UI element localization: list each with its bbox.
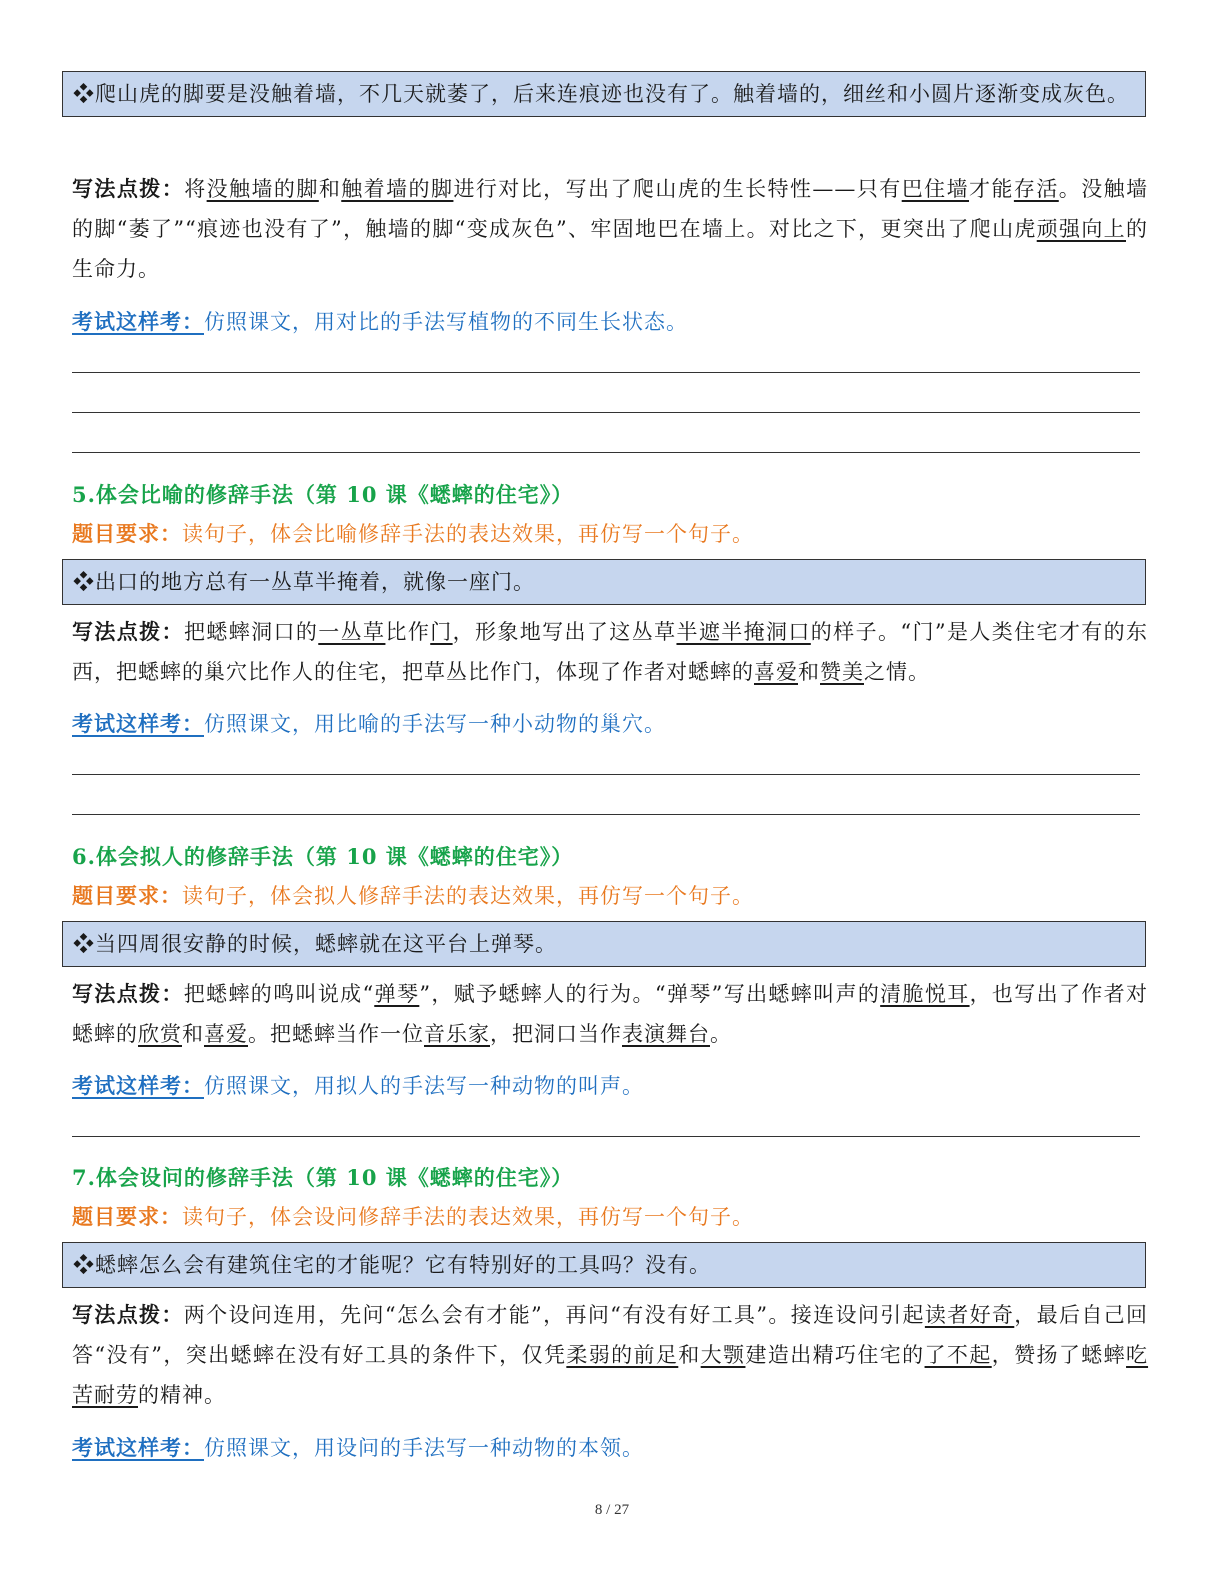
example-sentence-box	[62, 71, 1146, 117]
writing-analysis	[72, 612, 1148, 692]
analysis-segment: ”，赋予蟋蟀人的行为。“弹琴”写出蟋蟀叫声的	[419, 982, 881, 1006]
analysis-segment: 的精神。	[138, 1383, 226, 1407]
analysis-text	[72, 982, 1148, 1046]
analysis-segment: 。把蟋蟀当作一位	[248, 1022, 424, 1046]
example-sentence: ❖当四周很安静的时候，蟋蟀就在这平台上弹琴。	[73, 932, 557, 956]
example-sentence-box	[62, 1242, 1146, 1288]
analysis-text	[72, 1303, 1148, 1407]
example-sentence: ❖出口的地方总有一丛草半掩着，就像一座门。	[73, 570, 535, 594]
key-phrase: 柔弱的前足	[566, 1343, 679, 1367]
key-phrase: 一丛草	[318, 620, 386, 644]
requirement-label: 题目要求：	[72, 521, 182, 546]
analysis-label: 写法点拨：	[72, 619, 184, 644]
exam-label: 考试这样考：	[72, 309, 204, 334]
example-sentence: ❖蟋蟀怎么会有建筑住宅的才能呢？它有特别好的工具吗？没有。	[73, 1253, 711, 1277]
key-phrase: 顽强向上	[1036, 217, 1126, 241]
requirement	[72, 519, 754, 549]
analysis-segment: 和	[318, 177, 342, 201]
analysis-segment: ，把洞口当作	[490, 1022, 622, 1046]
exam-prompt	[72, 1071, 1148, 1101]
key-phrase: 赞美	[820, 660, 864, 684]
exam-text: 仿照课文，用比喻的手法写一种小动物的巢穴。	[204, 712, 666, 736]
writing-analysis	[72, 1295, 1148, 1415]
section-title: 5.体会比喻的修辞手法（第 10 课《蟋蟀的住宅》）	[72, 482, 574, 507]
answer-line[interactable]	[72, 814, 1140, 815]
requirement-text: 读句子，体会比喻修辞手法的表达效果，再仿写一个句子。	[182, 522, 754, 546]
key-phrase: 存活	[1013, 177, 1059, 201]
analysis-segment: 和	[182, 1022, 204, 1046]
analysis-segment: 进行对比，写出了爬山虎的生长特性——只有	[453, 177, 902, 201]
key-phrase: 喜爱	[754, 660, 798, 684]
key-phrase: 半遮半掩洞口	[676, 620, 811, 644]
answer-line[interactable]	[72, 774, 1140, 775]
example-sentence-box	[62, 921, 1146, 967]
requirement-text: 读句子，体会拟人修辞手法的表达效果，再仿写一个句子。	[182, 884, 754, 908]
requirement-label: 题目要求：	[72, 1204, 182, 1229]
analysis-segment: 两个设问连用，先问“怎么会有才能”，再问“有没有好工具”。接连设问引起	[183, 1303, 925, 1327]
analysis-segment: 。没触墙的脚“萎了”“痕迹也没有了”，触墙的脚“变成灰色”、牢固地巴在墙上。对比之下，更突出了爬山虎	[72, 177, 1149, 241]
analysis-label: 写法点拨：	[72, 176, 185, 201]
exam-prompt	[72, 709, 1148, 739]
requirement-text: 读句子，体会设问修辞手法的表达效果，再仿写一个句子。	[182, 1205, 754, 1229]
exam-text: 仿照课文，用拟人的手法写一种动物的叫声。	[204, 1074, 644, 1098]
answer-line[interactable]	[72, 452, 1140, 453]
analysis-segment: ，形象地写出了这丛草	[452, 620, 677, 644]
key-phrase: 巴住墙	[901, 177, 970, 201]
key-phrase: 表演舞台	[622, 1022, 710, 1046]
analysis-segment: 的样子。“门”是人类住宅才有的东西，把蟋蟀的巢穴比作人的住宅，把草丛比作门，体现了作者对蟋蟀的	[72, 620, 1149, 684]
page-number: 8 / 27	[594, 1502, 630, 1518]
writing-analysis	[72, 169, 1148, 289]
analysis-segment: ，最后自己回答“没有”，突出蟋蟀在没有好工具的条件下，仅凭	[72, 1303, 1149, 1367]
section-title: 6.体会拟人的修辞手法（第 10 课《蟋蟀的住宅》）	[72, 844, 574, 869]
analysis-segment: ，也写出了作者对蟋蟀的	[72, 982, 1148, 1046]
key-phrase: 读者好奇	[924, 1303, 1015, 1327]
exam-label: 考试这样考：	[72, 1073, 204, 1098]
analysis-segment: 建造出精巧住宅的	[745, 1343, 925, 1367]
analysis-text	[72, 177, 1148, 281]
exam-text: 仿照课文，用对比的手法写植物的不同生长状态。	[204, 310, 688, 334]
answer-line[interactable]	[72, 1136, 1140, 1137]
analysis-segment: 。	[710, 1022, 732, 1046]
exam-prompt	[72, 1433, 1148, 1463]
key-phrase: 门	[430, 620, 453, 644]
exam-label: 考试这样考：	[72, 711, 204, 736]
analysis-segment: 把蟋蟀的鸣叫说成“	[183, 982, 375, 1006]
answer-line[interactable]	[72, 412, 1140, 413]
analysis-label: 写法点拨：	[72, 1302, 184, 1327]
analysis-label: 写法点拨：	[72, 981, 184, 1006]
key-phrase: 喜爱	[204, 1022, 248, 1046]
answer-line[interactable]	[72, 372, 1140, 373]
section-title: 7.体会设问的修辞手法（第 10 课《蟋蟀的住宅》）	[72, 1165, 574, 1190]
key-phrase: 欣赏	[138, 1022, 182, 1046]
key-phrase: 清脆悦耳	[880, 982, 970, 1006]
example-sentence: ❖爬山虎的脚要是没触着墙，不几天就萎了，后来连痕迹也没有了。触着墙的，细丝和小圆片逐渐变成灰色。	[73, 82, 1129, 106]
analysis-segment: 才能	[969, 177, 1014, 201]
analysis-segment: 的生命力。	[72, 217, 1148, 281]
analysis-segment: 和	[798, 660, 820, 684]
exam-label: 考试这样考：	[72, 1435, 204, 1460]
key-phrase: 音乐家	[424, 1022, 490, 1046]
key-phrase: 没触墙的脚	[206, 177, 319, 201]
analysis-segment: 把蟋蟀洞口的	[183, 620, 319, 644]
example-sentence-box	[62, 559, 1146, 605]
analysis-segment: 比作	[385, 620, 431, 644]
analysis-segment: 将	[184, 177, 207, 201]
exam-prompt	[72, 307, 1148, 337]
analysis-segment: 和	[678, 1343, 701, 1367]
key-phrase: 了不起	[924, 1343, 992, 1367]
analysis-text	[72, 620, 1148, 684]
analysis-segment: 之情。	[864, 660, 930, 684]
requirement-label: 题目要求：	[72, 883, 182, 908]
key-phrase: 触着墙的脚	[341, 177, 454, 201]
key-phrase: 大颚	[700, 1343, 746, 1367]
requirement	[72, 881, 754, 911]
key-phrase: 弹琴	[374, 982, 420, 1006]
exam-text: 仿照课文，用设问的手法写一种动物的本领。	[204, 1436, 644, 1460]
writing-analysis	[72, 974, 1148, 1054]
analysis-segment: ，赞扬了蟋蟀	[991, 1343, 1127, 1367]
key-phrase: 吃苦耐劳	[72, 1343, 1149, 1407]
requirement	[72, 1202, 754, 1232]
